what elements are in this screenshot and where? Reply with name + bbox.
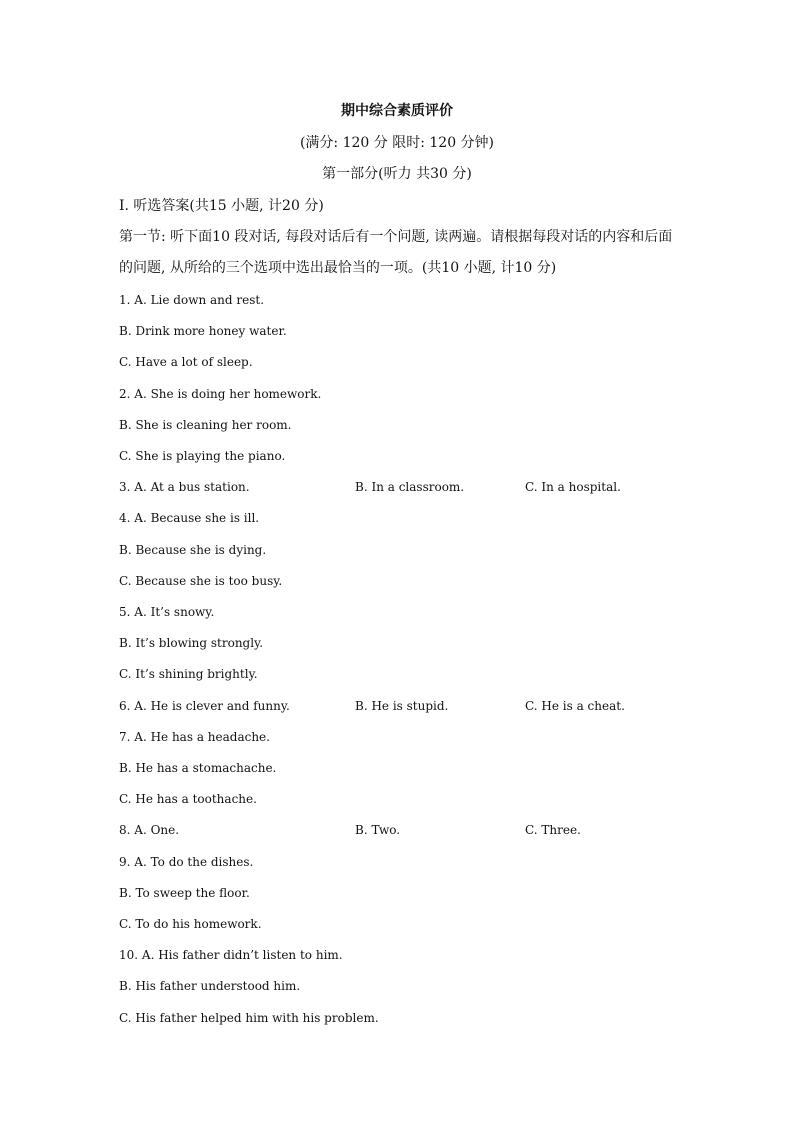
question-row xyxy=(119,508,719,528)
section-heading: I. 听选答案(共15 小题, 计20 分) xyxy=(119,198,324,214)
question-row xyxy=(119,540,719,560)
option-a: A. He has a headache. xyxy=(134,730,270,744)
option-b: B. Drink more honey water. xyxy=(119,324,287,338)
option-c: C. She is playing the piano. xyxy=(119,449,286,463)
option-a: A. His father didn’t listen to him. xyxy=(141,948,343,962)
page-title: 期中综合素质评价 xyxy=(341,103,453,119)
option-b: B. Because she is dying. xyxy=(119,543,267,557)
question-number: 8. xyxy=(119,823,131,837)
question-row xyxy=(119,384,719,404)
question-number: 6. xyxy=(119,699,131,713)
question-row xyxy=(119,352,719,372)
option-c: C. Because she is too busy. xyxy=(119,574,283,588)
question-row xyxy=(119,758,719,778)
question-row xyxy=(119,1008,719,1028)
question-row xyxy=(119,446,719,466)
option-b: B. It’s blowing strongly. xyxy=(119,636,264,650)
option-b: B. In a classroom. xyxy=(355,480,465,494)
question-row xyxy=(119,602,719,622)
option-a: A. One. xyxy=(134,823,180,837)
option-c: C. To do his homework. xyxy=(119,917,262,931)
question-number: 4. xyxy=(119,511,131,525)
question-number: 9. xyxy=(119,855,131,869)
question-row xyxy=(119,883,719,903)
option-b: B. He has a stomachache. xyxy=(119,761,277,775)
option-c: C. He has a toothache. xyxy=(119,792,257,806)
question-row xyxy=(119,945,719,965)
question-row xyxy=(119,976,719,996)
question-row xyxy=(119,914,719,934)
question-number: 10. xyxy=(119,948,139,962)
question-number: 3. xyxy=(119,480,131,494)
option-a: A. To do the dishes. xyxy=(134,855,254,869)
question-row xyxy=(119,789,719,809)
option-b: B. He is stupid. xyxy=(355,699,449,713)
option-a: A. She is doing her homework. xyxy=(134,387,322,401)
question-row xyxy=(119,664,719,684)
question-number: 5. xyxy=(119,605,131,619)
question-number: 7. xyxy=(119,730,131,744)
option-c: C. It’s shining brightly. xyxy=(119,667,258,681)
option-a: A. He is clever and funny. xyxy=(134,699,290,713)
question-row xyxy=(119,571,719,591)
option-a: A. At a bus station. xyxy=(134,480,250,494)
option-b: B. Two. xyxy=(355,823,401,837)
option-c: C. He is a cheat. xyxy=(525,699,625,713)
option-c: C. His father helped him with his problem. xyxy=(119,1011,379,1025)
question-row xyxy=(119,852,719,872)
question-row xyxy=(119,633,719,653)
option-a: A. It’s snowy. xyxy=(134,605,215,619)
question-row xyxy=(119,321,719,341)
question-row xyxy=(119,415,719,435)
question-row xyxy=(119,696,719,716)
question-row xyxy=(119,820,719,840)
option-b: B. His father understood him. xyxy=(119,979,301,993)
score-time-info: (满分: 120 分 限时: 120 分钟) xyxy=(299,135,495,151)
option-b: B. To sweep the floor. xyxy=(119,886,250,900)
question-row xyxy=(119,727,719,747)
option-c: C. In a hospital. xyxy=(525,480,621,494)
option-c: C. Have a lot of sleep. xyxy=(119,355,253,369)
option-a: A. Because she is ill. xyxy=(134,511,260,525)
option-c: C. Three. xyxy=(525,823,581,837)
question-number: 2. xyxy=(119,387,131,401)
question-row xyxy=(119,290,719,310)
instruction-line: 的问题, 从所给的三个选项中选出最恰当的一项。(共10 小题, 计10 分) xyxy=(119,260,557,276)
question-row xyxy=(119,477,719,497)
option-a: A. Lie down and rest. xyxy=(134,293,265,307)
part-heading: 第一部分(听力 共30 分) xyxy=(322,166,472,182)
instruction-line: 第一节: 听下面10 段对话, 每段对话后有一个问题, 读两遍。请根据每段对话的内容和后面 xyxy=(119,229,673,245)
question-number: 1. xyxy=(119,293,131,307)
option-b: B. She is cleaning her room. xyxy=(119,418,292,432)
